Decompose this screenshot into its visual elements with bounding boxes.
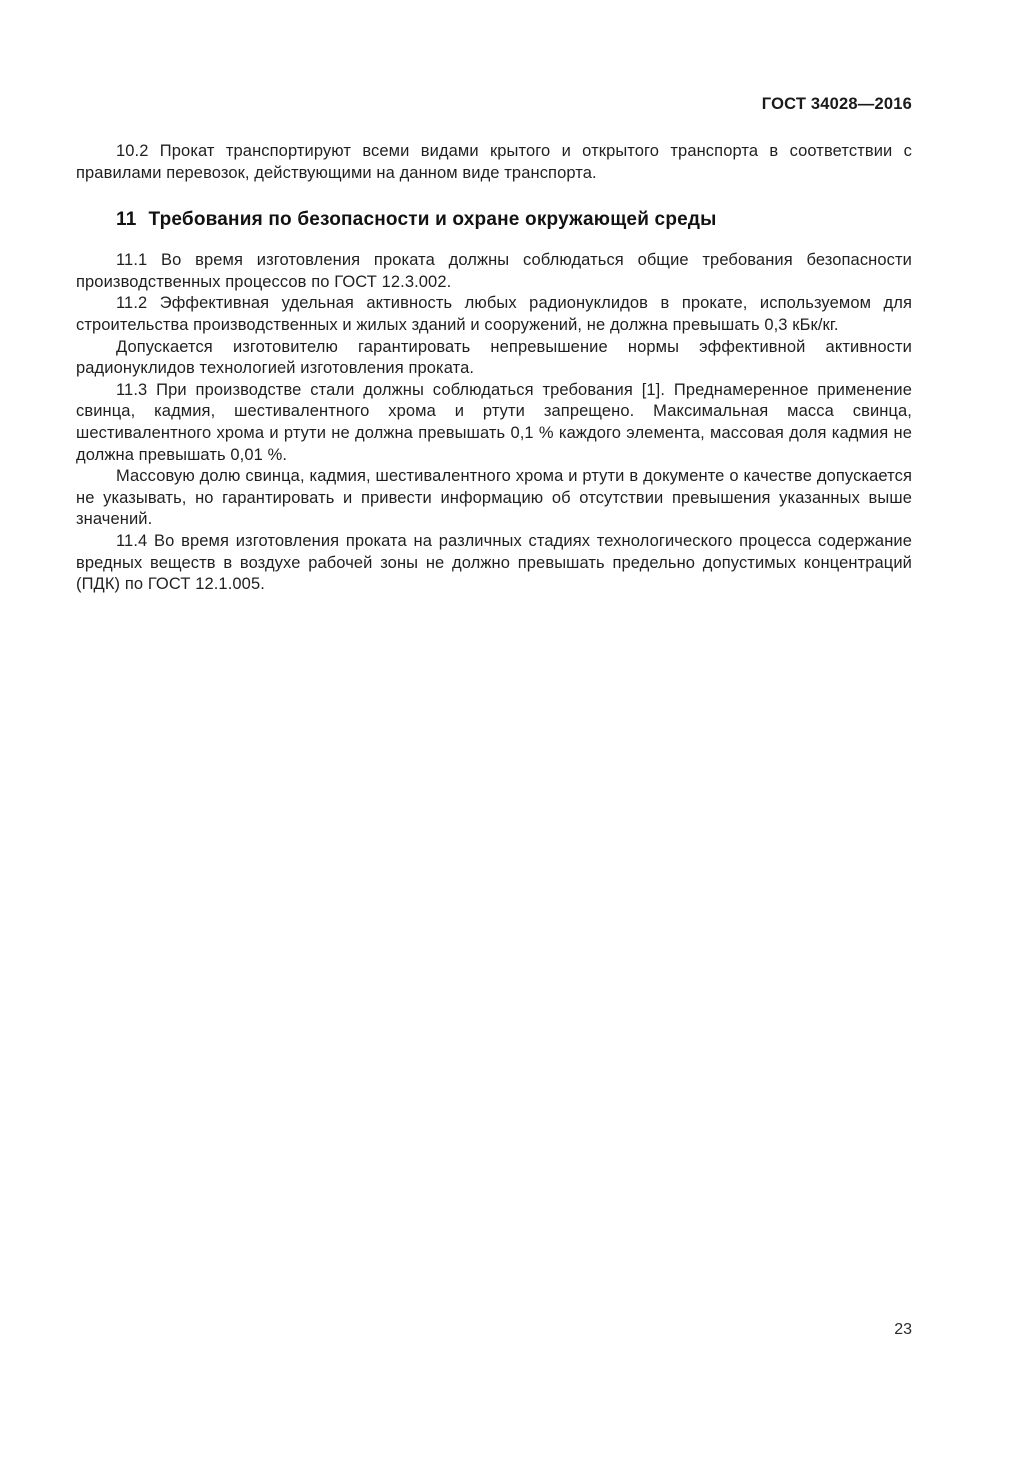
section-heading-11 <box>76 209 912 231</box>
paragraph-11-3-continuation: Массовую долю свинца, кадмия, шестивалентного хрома и ртути в документе о качестве допускается не указывать, но гарантировать и привести информацию об отсутствии превышения указанных выше значений. <box>76 467 912 529</box>
section-number: 11 <box>116 209 137 231</box>
document-body <box>76 141 912 596</box>
paragraph-11-2-continuation: Допускается изготовителю гарантировать непревышение нормы эффективной активности радионуклидов технологией изготовления проката. <box>76 337 912 378</box>
section-title: Требования по безопасности и охране окружающей среды <box>148 209 717 231</box>
paragraph-11-1: 11.1 Во время изготовления проката должны соблюдаться общие требования безопасности производственных процессов по ГОСТ 12.3.002. <box>76 251 912 291</box>
paragraph-11-4: 11.4 Во время изготовления проката на различных стадиях технологического процесса содержание вредных веществ в воздухе рабочей зоны не должно превышать предельно допустимых концентраций (ПДК) по ГОСТ 12.1.005. <box>76 531 912 594</box>
page-number: 23 <box>894 1321 912 1338</box>
paragraph-10-2: 10.2 Прокат транспортируют всеми видами крытого и открытого транспорта в соответствии с правилами перевозок, действующими на данном виде транспорта. <box>76 142 912 182</box>
paragraph-11-3: 11.3 При производстве стали должны соблюдаться требования [1]. Преднамеренное применение свинца, кадмия, шестивалентного хрома и ртути запрещено. Максимальная масса свинца, шестивалентного хрома и ртути не должна превышать 0,1 % каждого элемента, массовая доля кадмия не должна превышать 0,01 %. <box>76 380 912 464</box>
running-header-doc-code: ГОСТ 34028—2016 <box>761 95 912 113</box>
paragraph-11-2: 11.2 Эффективная удельная активность любых радионуклидов в прокате, используемом для строительства производственных и жилых зданий и сооружений, не должна превышать 0,3 кБк/кг. <box>76 294 912 334</box>
